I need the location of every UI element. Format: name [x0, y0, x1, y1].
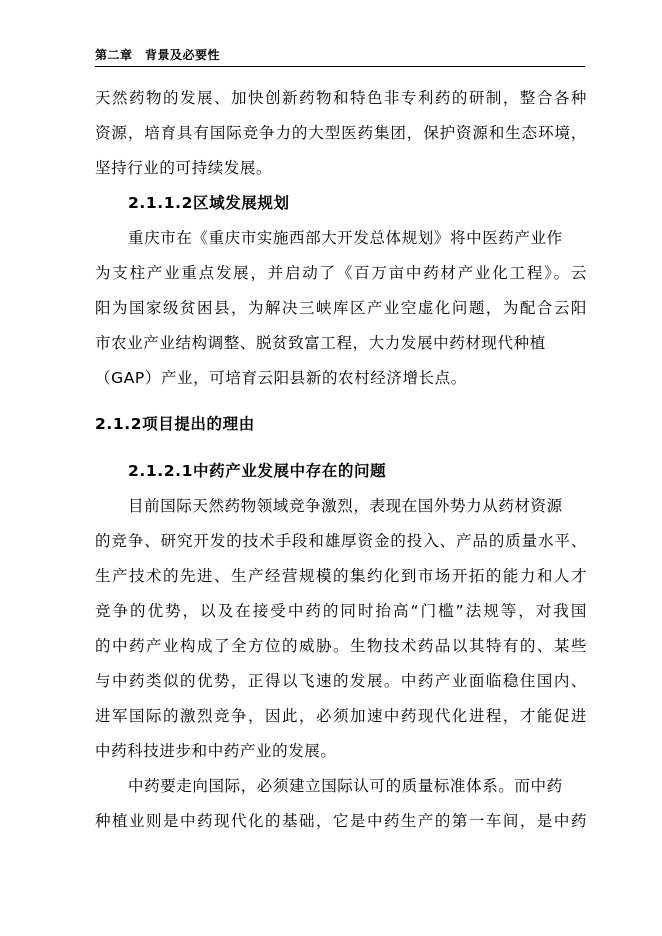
body-line: 目前国际天然药物领域竞争激烈，表现在国外势力从药材资源	[128, 497, 563, 515]
section-heading-2-1-2: 2.1.2项目提出的理由	[95, 415, 255, 433]
body-line: 为支柱产业重点发展，并启动了《百万亩中药材产业化工程》。云	[95, 264, 587, 282]
body-line: 生产技术的先进、生产经营规模的集约化到市场开拓的能力和人才	[95, 567, 587, 585]
body-line: 的中药产业构成了全方位的威胁。生物技术药品以其特有的、某些	[95, 637, 587, 655]
body-line: 阳为国家级贫困县，为解决三峡库区产业空虚化问题，为配合云阳	[95, 299, 587, 317]
chapter-header: 第二章 背景及必要性	[95, 48, 221, 62]
body-line: 坚持行业的可持续发展。	[95, 159, 273, 177]
section-heading-2-1-1-2: 2.1.1.2区域发展规划	[128, 194, 290, 212]
section-heading-2-1-2-1: 2.1.2.1中药产业发展中存在的问题	[128, 462, 387, 480]
body-line: 市农业产业结构调整、脱贫致富工程，大力发展中药材现代种植	[95, 334, 546, 352]
body-line: 与中药类似的优势，正得以飞速的发展。中药产业面临稳住国内、	[95, 672, 587, 690]
body-line: 天然药物的发展、加快创新药物和特色非专利药的研制，整合各种	[95, 89, 587, 107]
body-line: 中药要走向国际，必须建立国际认可的质量标准体系。而中药	[128, 777, 563, 795]
body-line: 种植业则是中药现代化的基础，它是中药生产的第一车间，是中药	[95, 812, 587, 830]
body-line: 中药科技进步和中药产业的发展。	[95, 742, 337, 760]
body-line: 进军国际的激烈竞争，因此，必须加速中药现代化进程，才能促进	[95, 707, 587, 725]
body-line: （GAP）产业，可培育云阳县新的农村经济增长点。	[95, 369, 467, 387]
body-line: 竞争的优势，以及在接受中药的同时抬高“门槛”法规等，对我国	[95, 602, 587, 620]
header-divider	[95, 66, 585, 67]
body-line: 重庆市在《重庆市实施西部大开发总体规划》将中医药产业作	[128, 229, 563, 247]
body-line: 资源，培育具有国际竞争力的大型医药集团，保护资源和生态环境，	[95, 124, 587, 142]
body-line: 的竞争、研究开发的技术手段和雄厚资金的投入、产品的质量水平、	[95, 532, 587, 550]
